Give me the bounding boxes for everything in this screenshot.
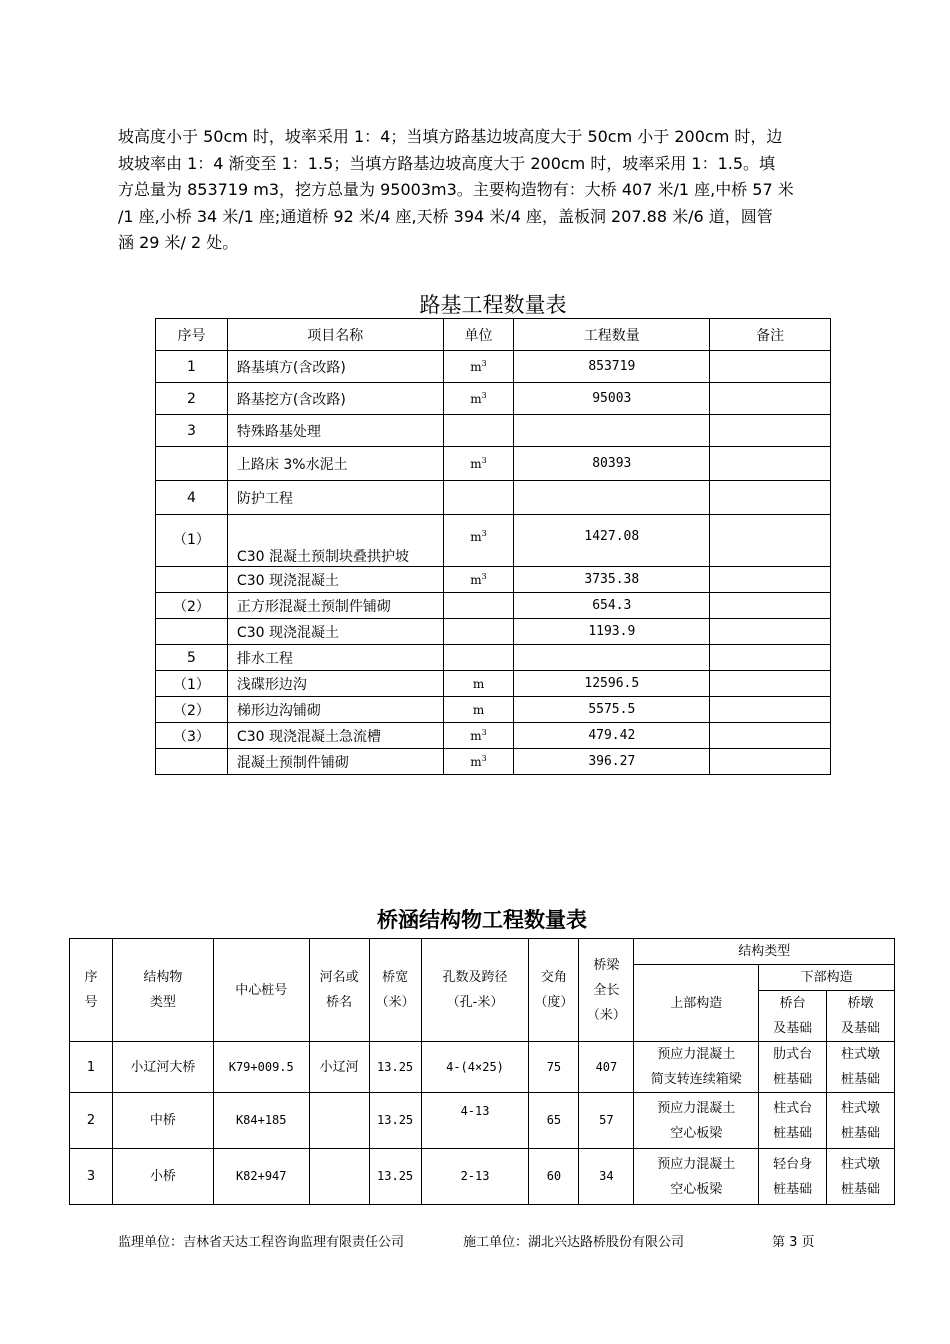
row-name: 上路床 3%水泥土 (227, 447, 443, 481)
header-river: 河名或 桥名 (309, 939, 369, 1042)
row-name: 特殊路基处理 (227, 415, 443, 447)
table-header-row (156, 319, 831, 351)
row-unit: $m^3$ (443, 447, 514, 481)
row-qty: 1427.08 (514, 515, 710, 567)
header-width: 桥宽 （米） (369, 939, 421, 1042)
row-angle: 75 (529, 1042, 579, 1093)
row-no: （1） (156, 515, 228, 567)
table-row (156, 447, 831, 481)
row-note (710, 645, 831, 671)
page-number: 第 3 页 (772, 1235, 815, 1250)
table-row (156, 593, 831, 619)
row-angle: 60 (529, 1149, 579, 1205)
row-note (710, 515, 831, 567)
row-upper: 预应力混凝土 空心板梁 (634, 1093, 759, 1149)
table-row (70, 1149, 895, 1205)
table1-title: 路基工程数量表 (419, 293, 567, 317)
row-unit: m (443, 697, 514, 723)
row-note (710, 619, 831, 645)
row-note (710, 723, 831, 749)
paragraph-line: 方总量为 853719 m3，挖方总量为 95003m3。主要构造物有：大桥 407 米/1 座,中桥 57 米 (118, 180, 794, 199)
table-row (156, 415, 831, 447)
header-type: 结构物 类型 (112, 939, 213, 1042)
row-name: C30 现浇混凝土 (227, 619, 443, 645)
row-qty: 479.42 (514, 723, 710, 749)
row-span: 4-(4×25) (421, 1042, 529, 1093)
row-note (710, 481, 831, 515)
row-no (156, 447, 228, 481)
row-qty (514, 415, 710, 447)
row-abutment: 肋式台 桩基础 (759, 1042, 827, 1093)
row-station: K79+009.5 (213, 1042, 309, 1093)
row-unit (443, 619, 514, 645)
table-row (156, 351, 831, 383)
row-no: （2） (156, 593, 228, 619)
row-unit: $m^3$ (443, 515, 514, 567)
header-pier: 桥墩 及基础 (827, 991, 895, 1042)
row-qty (514, 481, 710, 515)
header-qty: 工程数量 (514, 319, 710, 351)
row-no: （1） (156, 671, 228, 697)
row-no (156, 567, 228, 593)
row-note (710, 593, 831, 619)
header-lower: 下部构造 (759, 965, 895, 991)
paragraph-line: 坡高度小于 50cm 时，坡率采用 1：4；当填方路基边坡高度大于 50cm 小于 200cm 时，边 (118, 127, 783, 146)
row-width: 13.25 (369, 1042, 421, 1093)
table-row (156, 515, 831, 567)
row-unit (443, 481, 514, 515)
row-unit: $m^3$ (443, 567, 514, 593)
row-type: 中桥 (112, 1093, 213, 1149)
row-width: 13.25 (369, 1093, 421, 1149)
row-length: 34 (579, 1149, 634, 1205)
header-upper: 上部构造 (634, 965, 759, 1042)
table-row (156, 645, 831, 671)
row-qty: 853719 (514, 351, 710, 383)
header-no: 序 号 (70, 939, 113, 1042)
row-type: 小辽河大桥 (112, 1042, 213, 1093)
row-name: 正方形混凝土预制件铺砌 (227, 593, 443, 619)
row-unit: $m^3$ (443, 351, 514, 383)
table-row (156, 619, 831, 645)
header-abutment: 桥台 及基础 (759, 991, 827, 1042)
row-qty: 5575.5 (514, 697, 710, 723)
row-note (710, 567, 831, 593)
row-note (710, 671, 831, 697)
contractor-unit: 施工单位：湖北兴达路桥股份有限公司 (463, 1235, 685, 1250)
row-no: 4 (156, 481, 228, 515)
row-length: 57 (579, 1093, 634, 1149)
row-no: 1 (70, 1042, 113, 1093)
row-note (710, 697, 831, 723)
row-upper: 预应力混凝土 简支转连续箱梁 (634, 1042, 759, 1093)
bridge-quantity-table (69, 938, 895, 1205)
row-no: 2 (70, 1093, 113, 1149)
table2-title: 桥涵结构物工程数量表 (377, 908, 587, 932)
header-length: 桥梁 全长 （米） (579, 939, 634, 1042)
header-note: 备注 (710, 319, 831, 351)
roadbed-quantity-table (155, 318, 831, 775)
row-no: 3 (70, 1149, 113, 1205)
row-name: 排水工程 (227, 645, 443, 671)
row-angle: 65 (529, 1093, 579, 1149)
table-row (156, 723, 831, 749)
row-unit (443, 593, 514, 619)
body-paragraph (118, 124, 860, 257)
row-name: 梯形边沟铺砌 (227, 697, 443, 723)
supervisor-unit: 监理单位：吉林省天达工程咨询监理有限责任公司 (118, 1235, 405, 1250)
row-qty: 80393 (514, 447, 710, 481)
row-unit: $m^3$ (443, 383, 514, 415)
table1-body (156, 351, 831, 775)
row-name: C30 现浇混凝土 (227, 567, 443, 593)
paragraph-line: 坡坡率由 1：4 渐变至 1：1.5；当填方路基边坡高度大于 200cm 时，坡率采用 1：1.5。填 (118, 153, 776, 173)
row-qty: 95003 (514, 383, 710, 415)
table-row (70, 1093, 895, 1149)
header-span: 孔数及跨径 （孔-米） (421, 939, 529, 1042)
paragraph-line: /1 座,小桥 34 米/1 座;通道桥 92 米/4 座,天桥 394 米/4 座，盖板洞 207.88 米/6 道，圆管 (118, 206, 773, 226)
row-unit: m (443, 671, 514, 697)
row-pier: 柱式墩 桩基础 (827, 1042, 895, 1093)
table-row (156, 383, 831, 415)
row-unit: $m^3$ (443, 749, 514, 775)
row-abutment: 柱式台 桩基础 (759, 1093, 827, 1149)
row-note (710, 447, 831, 481)
row-no: （3） (156, 723, 228, 749)
row-name: 防护工程 (227, 481, 443, 515)
row-span: 2-13 (421, 1149, 529, 1205)
row-width: 13.25 (369, 1149, 421, 1205)
row-note (710, 749, 831, 775)
row-type: 小桥 (112, 1149, 213, 1205)
table-row (70, 1042, 895, 1093)
header-angle: 交角 （度） (529, 939, 579, 1042)
row-qty: 396.27 (514, 749, 710, 775)
row-name: 混凝土预制件铺砌 (227, 749, 443, 775)
table-row (156, 567, 831, 593)
row-pier: 柱式墩 桩基础 (827, 1149, 895, 1205)
row-river (309, 1149, 369, 1205)
table2-body (70, 1042, 895, 1205)
row-qty: 3735.38 (514, 567, 710, 593)
row-pier: 柱式墩 桩基础 (827, 1093, 895, 1149)
row-qty: 654.3 (514, 593, 710, 619)
header-unit: 单位 (443, 319, 514, 351)
row-length: 407 (579, 1042, 634, 1093)
header-struct-type: 结构类型 (634, 939, 895, 965)
row-river (309, 1093, 369, 1149)
row-name: 路基挖方(含改路) (227, 383, 443, 415)
row-upper: 预应力混凝土 空心板梁 (634, 1149, 759, 1205)
row-station: K82+947 (213, 1149, 309, 1205)
row-name: C30 现浇混凝土急流槽 (227, 723, 443, 749)
row-qty (514, 645, 710, 671)
row-span: 4-13 (421, 1093, 529, 1149)
row-qty: 12596.5 (514, 671, 710, 697)
row-no: 1 (156, 351, 228, 383)
row-no: 3 (156, 415, 228, 447)
row-unit (443, 415, 514, 447)
row-name: C30 混凝土预制块叠拱护坡 (227, 515, 443, 567)
header-no: 序号 (156, 319, 228, 351)
table-row (156, 671, 831, 697)
row-unit (443, 645, 514, 671)
row-no: 5 (156, 645, 228, 671)
row-unit: $m^3$ (443, 723, 514, 749)
table-row (156, 697, 831, 723)
row-name: 浅碟形边沟 (227, 671, 443, 697)
row-no (156, 619, 228, 645)
table-row (156, 749, 831, 775)
row-note (710, 383, 831, 415)
row-name: 路基填方(含改路) (227, 351, 443, 383)
row-note (710, 415, 831, 447)
table-row (156, 481, 831, 515)
row-qty: 1193.9 (514, 619, 710, 645)
row-abutment: 轻台身 桩基础 (759, 1149, 827, 1205)
row-no (156, 749, 228, 775)
row-note (710, 351, 831, 383)
row-no: （2） (156, 697, 228, 723)
row-river: 小辽河 (309, 1042, 369, 1093)
row-station: K84+185 (213, 1093, 309, 1149)
header-station: 中心桩号 (213, 939, 309, 1042)
header-name: 项目名称 (227, 319, 443, 351)
row-no: 2 (156, 383, 228, 415)
paragraph-line: 涵 29 米/ 2 处。 (118, 233, 239, 252)
